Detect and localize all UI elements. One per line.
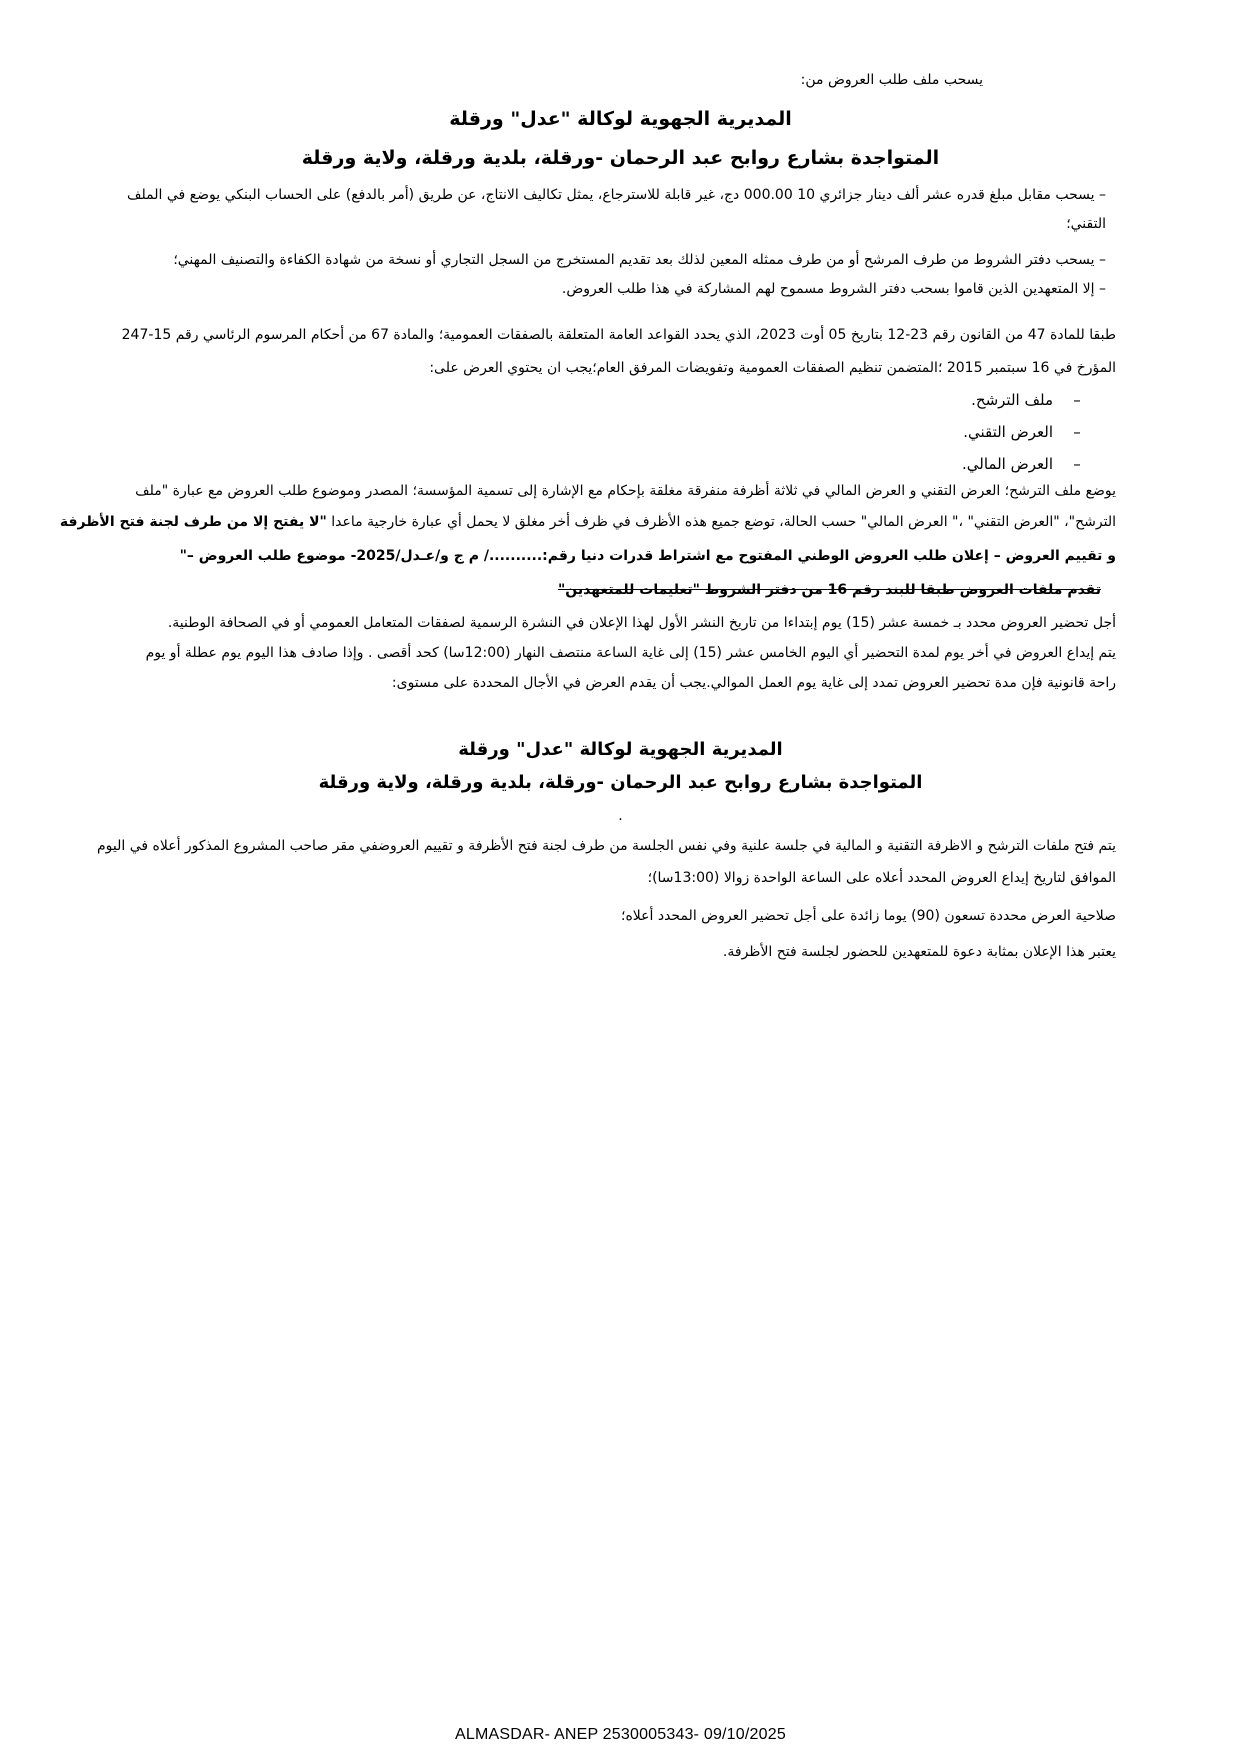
deadline-line-2: يتم إيداع العروض في أخر يوم لمدة التحضير أي اليوم الخامس عشر (15) إلى غاية الساعة منتصف النهار (12:00سا) كحد أقصى . وإذا صادف هذا اليوم يوم عطلة أو يوم (145, 645, 1116, 661)
dash-bullet-icon: – (1073, 423, 1081, 441)
opening-line-4: يعتبر هذا الإعلان بمثابة دعوة للمتعهدين للحضور لجلسة فتح الأظرفة. (722, 944, 1116, 960)
offer-contents-list (801, 384, 1101, 480)
heading-1-title: المديرية الجهوية لوكالة "عدل" ورقلة (449, 108, 792, 130)
list-item: – العرض التقني. (801, 416, 1101, 448)
separator-dot: . (618, 808, 623, 824)
legal-line-1: طبقا للمادة 47 من القانون رقم 23-12 بتاريخ 05 أوت 2023، الذي يحدد القواعد العامة المتعلقة بالصفقات العمومية؛ والمادة 67 من أحكام المرسوم الرئاسي رقم 15-247 (121, 327, 1116, 343)
dash-bullet-icon: – (1073, 391, 1081, 409)
condition-3: – إلا المتعهدين الذين قاموا بسحب دفتر الشروط مسموح لهم المشاركة في هذا طلب العروض. (561, 281, 1106, 297)
list-item: – العرض المالي. (801, 448, 1101, 480)
heading-2-title: المديرية الجهوية لوكالة "عدل" ورقلة (458, 739, 783, 760)
dash-bullet-icon: – (1073, 455, 1081, 473)
opening-line-1: يتم فتح ملفات الترشح و الاظرفة التقنية و المالية في جلسة علنية وفي نفس الجلسة من طرف لجنة فتح الأظرفة و تقييم العروضفي مقر صاحب المشروع المذكور أعلاه في اليوم (97, 838, 1116, 854)
heading-1-address: المتواجدة بشارع روابح عبد الرحمان -ورقلة، بلدية ورقلة، ولاية ورقلة (301, 147, 940, 169)
list-item: – ملف الترشح. (801, 384, 1101, 416)
opening-line-2: الموافق لتاريخ إيداع العروض المحدد أعلاه على الساعة الواحدة زوالا (13:00سا)؛ (647, 870, 1116, 886)
condition-2: – يسحب دفتر الشروط من طرف المرشح أو من طرف ممثله المعين لذلك بعد تقديم المستخرج من السجل التجاري أو نسخة من شهادة الكفاءة والتصنيف المهني؛ (173, 252, 1106, 268)
envelope-line-3: و تقييم العروض – إعلان طلب العروض الوطني المفتوح مع اشتراط قدرات دنيا رقم:........../ م ج و/عـدل/2025- موضوع طلب العروض –" (179, 548, 1116, 564)
intro-text: يسحب ملف طلب العروض من: (800, 72, 983, 88)
envelope-line-1: يوضع ملف الترشح؛ العرض التقني و العرض المالي في ثلاثة أظرفة منفرقة مغلقة بإحكام مع الإشارة إلى تسمية المؤسسة؛ المصدر وموضوع طلب العروض مع عبارة "ملف (135, 483, 1116, 499)
envelope-line-4-struck: تقدم ملفات العروض طبقا للبند رقم 16 من دفتر الشروط "تعليمات للمتعهدين" (557, 582, 1101, 598)
heading-2-address: المتواجدة بشارع روابح عبد الرحمان -ورقلة، بلدية ورقلة، ولاية ورقلة (318, 772, 923, 793)
condition-1-line-2: التقني؛ (1066, 216, 1106, 232)
deadline-line-3: راحة قانونية فإن مدة تحضير العروض تمدد إلى غاية يوم العمل الموالي.يجب أن يقدم العرض في الأجال المحددة على مستوى: (391, 675, 1116, 691)
condition-1-line-1: – يسحب مقابل مبلغ قدره عشر ألف دينار جزائري 10 000.00 دج، غير قابلة للاسترجاع، يمثل تكاليف الانتاج، عن طريق (أمر بالدفع) على الحساب البنكي يوضع في الملف (127, 187, 1106, 203)
deadline-line-1: أجل تحضير العروض محدد بـ خمسة عشر (15) يوم إبتداءا من تاريخ النشر الأول لهذا الإعلان في النشرة الرسمية لصفقات المتعامل العمومي أو في الصحافة الوطنية. (167, 615, 1116, 631)
legal-line-2: المؤرخ في 16 سبتمبر 2015 ؛المتضمن تنظيم الصفقات العمومية وتفويضات المرفق العام؛يجب ان يحتوي العرض على: (429, 360, 1116, 376)
envelope-line-2: الترشح"، "العرض التقني" ،" العرض المالي" حسب الحالة، توضع جميع هذه الأظرف في ظرف أخر مغلق لا يحمل أي عبارة خارجية ماعدا "لا يفتح إلا من طرف لجنة فتح الأظرفة (59, 514, 1116, 530)
publication-footer: ALMASDAR- ANEP 2530005343- 09/10/2025 (455, 1726, 786, 1743)
opening-line-3: صلاحية العرض محددة تسعون (90) يوما زائدة على أجل تحضير العروض المحدد أعلاه؛ (621, 908, 1116, 924)
